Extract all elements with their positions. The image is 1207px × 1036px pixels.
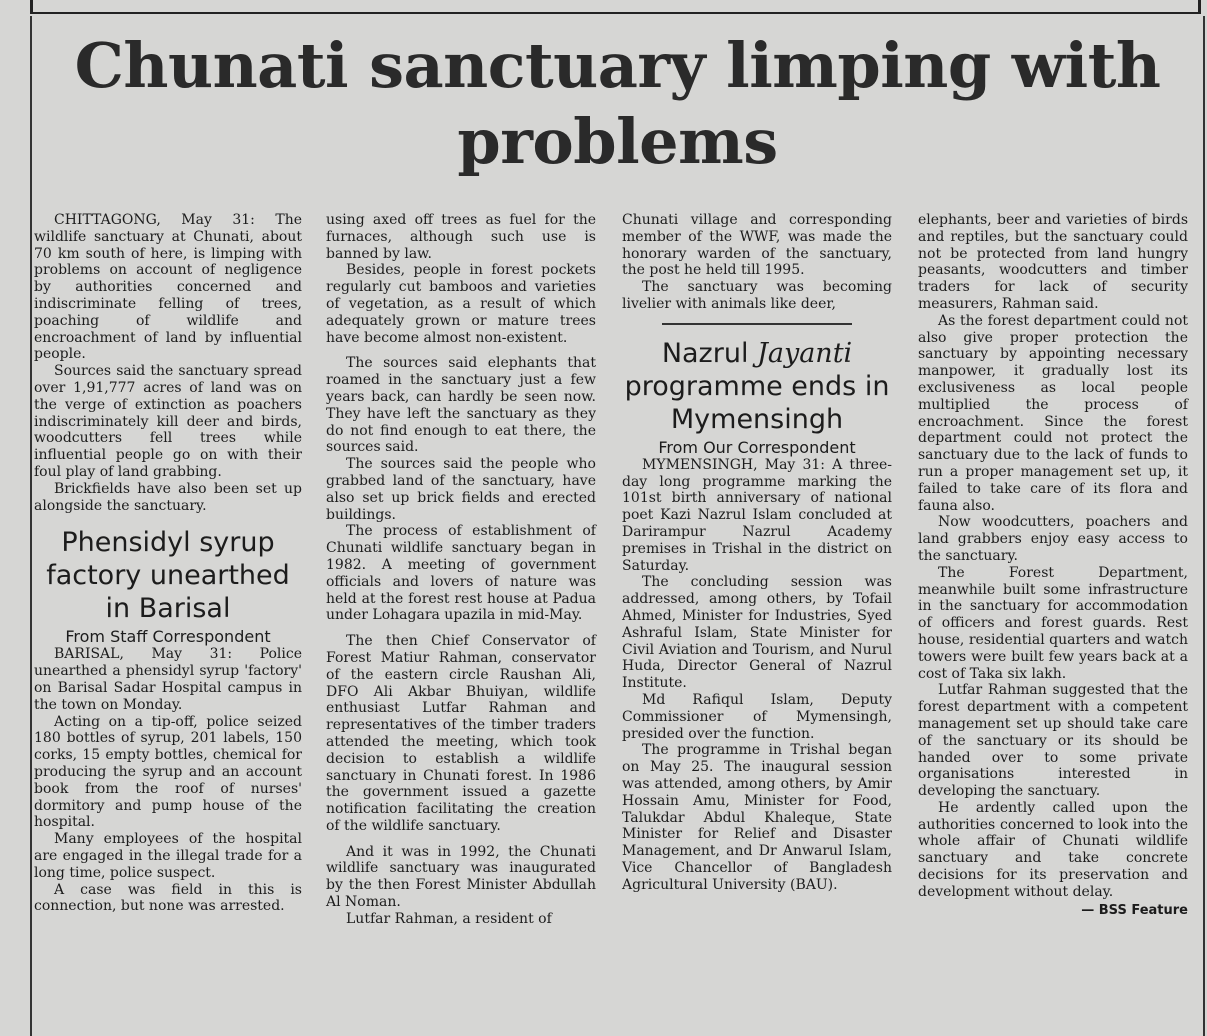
article-paragraph: As the forest department could not also give proper protection the sanctuary by appointing necessary manpower, it gradually lost its exclusiveness as local people multiplied the process of encroachment. Since the forest department could not protect the sanctuary due to the lack of funds to run a proper management set up, it failed to take care of its flora and fauna also.	[918, 312, 1188, 514]
article-paragraph: The sanctuary was becoming livelier with animals like deer,	[622, 279, 892, 312]
column-4	[918, 212, 1188, 919]
phensidyl-byline: From Staff Correspondent	[65, 627, 271, 647]
divider-rule	[662, 323, 852, 325]
article-paragraph: BARISAL, May 31: Police unearthed a phensidyl syrup 'factory' on Barisal Sadar Hospital campus in the town on Monday.	[34, 646, 302, 713]
article-paragraph: Many employees of the hospital are engaged in the illegal trade for a long time, police suspect.	[34, 831, 302, 881]
article-paragraph: The sources said the people who grabbed land of the sanctuary, have also set up brick fields and erected buildings.	[326, 456, 596, 523]
spacer	[34, 514, 302, 526]
column-2	[326, 212, 596, 928]
article-paragraph: The sources said elephants that roamed in the sanctuary just a few years back, can hardly be seen now. They have left the sanctuary as they do not find enough to eat there, the sources said.	[326, 355, 596, 456]
column-3	[622, 212, 892, 894]
article-paragraph: The process of establishment of Chunati wildlife sanctuary began in 1982. A meeting of government officials and lovers of nature was held at the forest rest house at Padua under Lohagara upazila in mid-May.	[326, 523, 596, 624]
article-paragraph: A case was field in this is connection, but none was arrested.	[34, 881, 302, 915]
article-paragraph: Md Rafiqul Islam, Deputy Commissioner of Mymensingh, presided over the function.	[622, 691, 892, 742]
nazrul-byline: From Our Correspondent	[658, 437, 856, 457]
article-paragraph: MYMENSINGH, May 31: A three-day long programme marking the 101st birth anniversary of national poet Kazi Nazrul Islam concluded at Darirampur Nazrul Academy premises in Trishal in the district on Saturday.	[622, 456, 892, 574]
article-paragraph: Lutfar Rahman, a resident of	[346, 910, 552, 927]
article-paragraph: Besides, people in forest pockets regularly cut bamboos and varieties of vegetation, as a result of which adequately grown or mature trees have become almost non-existent.	[326, 262, 596, 346]
article-paragraph: The Forest Department, meanwhile built some infrastructure in the sanctuary for accommodation of officers and forest guards. Rest house, residential quarters and watch towers were built few years back at a cost of Taka six lakh.	[918, 564, 1188, 682]
article-paragraph: He ardently called upon the authorities concerned to look into the whole affair of Chunati wildlife sanctuary and take concrete decisions for its preservation and development without delay.	[918, 799, 1188, 900]
article-paragraph: CHITTAGONG, May 31: The wildlife sanctuary at Chunati, about 70 km south of here, is limping with problems on account of negligence by authorities concerned and indiscriminate felling of trees, poaching of wildlife and encroachment of land by influential people.	[34, 212, 302, 363]
main-headline: Chunati sanctuary limping with problems	[74, 29, 1161, 178]
article-paragraph: elephants, beer and varieties of birds and reptiles, but the sanctuary could not be protected from land hungry peasants, woodcutters and timber traders for lack of security measurers, Rahman said.	[918, 212, 1188, 312]
newspaper-clipping	[30, 16, 1205, 1036]
article-paragraph: Sources said the sanctuary spread over 1,91,777 acres of land was on the verge of extinction as poachers indiscriminately kill deer and birds, woodcutters fell trees while influential people go on with their foul play of land grabbing.	[34, 363, 302, 480]
article-paragraph: using axed off trees as fuel for the furnaces, although such use is banned by law.	[326, 212, 596, 262]
article-paragraph: Chunati village and corresponding member of the WWF, was made the honorary warden of the sanctuary, the post he held till 1995.	[622, 212, 892, 279]
nazrul-headline: Nazrul Jayanti programme ends in Mymensingh	[624, 337, 890, 435]
article-paragraph: The programme in Trishal began on May 25. The inaugural session was attended, among others, by Amir Hossain Amu, Minister for Food, Talukdar Abdul Khaleque, State Minister for Relief and Disaster Management, and Dr Anwarul Islam, Vice Chancellor of Bangladesh Agricultural University (BAU).	[622, 742, 892, 893]
article-paragraph: The then Chief Conservator of Forest Matiur Rahman, conservator of the eastern circle Raushan Ali, DFO Ali Akbar Bhuiyan, wildlife enthusiast Lutfar Rahman and representatives of the timber traders attended the meeting, which took decision to establish a wildlife sanctuary in Chunati forest. In 1986 the government issued a gazette notification facilitating the creation of the wildlife sanctuary.	[326, 633, 596, 834]
column-1	[34, 212, 302, 915]
article-paragraph: And it was in 1992, the Chunati wildlife sanctuary was inaugurated by the then Forest Minister Abdullah Al Noman.	[326, 843, 596, 911]
article-paragraph: Now woodcutters, poachers and land grabbers enjoy easy access to the sanctuary.	[918, 514, 1188, 564]
article-paragraph: Acting on a tip-off, police seized 180 bottles of syrup, 201 labels, 150 corks, 15 empty bottles, chemical for producing the syrup and an account book from the roof of nurses' dormitory and pump house of the hospital.	[34, 713, 302, 831]
bss-feature-credit: — BSS Feature	[1081, 902, 1188, 918]
article-paragraph: Lutfar Rahman suggested that the forest department with a competent management set up should take care of the sanctuary or its should be handed over to some private organisations interested in developing the sanctuary.	[918, 682, 1188, 800]
top-border	[30, 0, 1201, 14]
phensidyl-headline: Phensidyl syrup factory unearthed in Barisal	[46, 527, 290, 625]
article-paragraph: Brickfields have also been set up alongside the sanctuary.	[34, 480, 302, 514]
jayanti-italic: Jayanti	[757, 337, 853, 369]
article-paragraph: The concluding session was addressed, among others, by Tofail Ahmed, Minister for Industries, Syed Ashraful Islam, State Minister for Civil Aviation and Tourism, and Nurul Huda, Director General of Nazrul Institute.	[622, 574, 892, 692]
